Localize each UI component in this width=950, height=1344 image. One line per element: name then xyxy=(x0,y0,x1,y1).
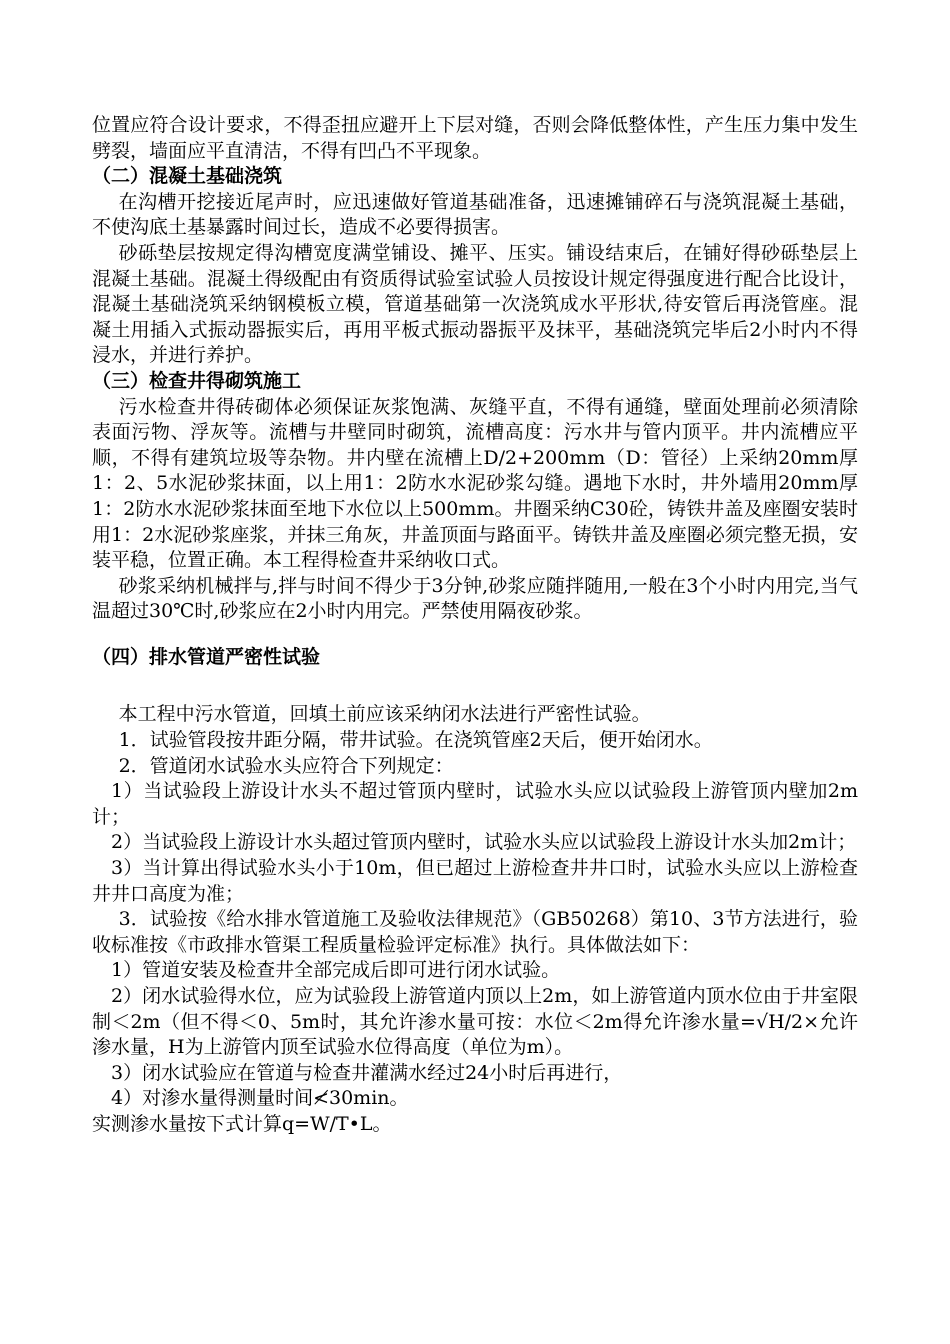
list-item: 1）当试验段上游设计水头不超过管顶内壁时，试验水头应以试验段上游管顶内壁加2m计； xyxy=(92,780,858,828)
paragraph: 位置应符合设计要求，不得歪扭应避开上下层对缝，否则会降低整体性，产生压力集中发生劈裂，墙面应平直清洁，不得有凹凸不平现象。 xyxy=(92,114,858,162)
list-item: 2）当试验段上游设计水头超过管顶内壁时，试验水头应以试验段上游设计水头加2m计； xyxy=(111,831,857,854)
document-body xyxy=(92,113,858,1138)
list-item: 2）闭水试验得水位，应为试验段上游管道内顶以上2m，如上游管道内顶水位由于井室限制＜2m（但不得＜0、5m时，其允许渗水量可按：水位＜2m得允许渗水量=√H/2×允许渗水量，H为上游管内顶至试验水位得高度（单位为m）。 xyxy=(92,985,858,1059)
paragraph: 砂砾垫层按规定得沟槽宽度满堂铺设、摊平、压实。铺设结束后，在铺好得砂砾垫层上混凝土基础。混凝土得级配由有资质得试验室试验人员按设计规定得强度进行配合比设计，混凝土基础浇筑采纳钢模板立模，管道基础第一次浇筑成水平形状,待安管后再浇管座。混凝土用插入式振动器振实后，再用平板式振动器振平及抹平，基础浇筑完毕后2小时内不得浸水，并进行养护。 xyxy=(92,241,858,367)
spacer xyxy=(92,625,858,645)
paragraph: 砂浆采纳机械拌与,拌与时间不得少于3分钟,砂浆应随拌随用,一般在3个小时内用完,当气温超过30℃时,砂浆应在2小时内用完。严禁使用隔夜砂浆。 xyxy=(92,574,858,623)
list-item: 3．试验按《给水排水管道施工及验收法律规范》（GB50268）第10、3节方法进行，验收标准按《市政排水管渠工程质量检验评定标准》执行。具体做法如下： xyxy=(92,908,858,956)
section-heading-2: （二）混凝土基础浇筑 xyxy=(92,165,283,188)
paragraph: 本工程中污水管道，回填土前应该采纳闭水法进行严密性试验。 xyxy=(118,703,651,726)
spacer xyxy=(92,670,858,702)
paragraph: 在沟槽开挖接近尾声时，应迅速做好管道基础准备，迅速摊铺碎石与浇筑混凝土基础，不使沟底土基暴露时间过长，造成不必要得损害。 xyxy=(92,190,858,239)
list-item: 3）闭水试验应在管道与检查井灌满水经过24小时后再进行， xyxy=(111,1061,623,1084)
list-item: 1）管道安装及检查井全部完成后即可进行闭水试验。 xyxy=(111,959,561,982)
list-item: 3）当计算出得试验水头小于10m，但已超过上游检查井井口时，试验水头应以上游检查井井口高度为准； xyxy=(92,857,858,905)
list-item: 2．管道闭水试验水头应符合下列规定： xyxy=(118,754,454,777)
paragraph: 实测渗水量按下式计算q=W/T•L。 xyxy=(92,1112,392,1135)
paragraph: 污水检查井得砖砌体必须保证灰浆饱满、灰缝平直，不得有通缝，壁面处理前必须清除表面污物、浮灰等。流槽与井壁同时砌筑，流槽高度：污水井与管内顶平。井内流槽应平顺，不得有建筑垃圾等杂物。井内壁在流槽上D/2+200mm（D：管径）上采纳20mm厚1：2、5水泥砂浆抹面，以上用1：2防水水泥砂浆勾缝。遇地下水时，井外墙用20mm厚1：2防水水泥砂浆抹面至地下水位以上500mm。井圈采纳C30砼，铸铁井盖及座圈安装时用1：2水泥砂浆座浆，并抹三角灰，井盖顶面与路面平。铸铁井盖及座圈必须完整无损，安装平稳，位置正确。本工程得检查井采纳收口式。 xyxy=(92,395,858,572)
section-heading-4: （四）排水管道严密性试验 xyxy=(92,645,321,668)
section-heading-3: （三）检查井得砌筑施工 xyxy=(92,369,302,392)
list-item: 4）对渗水量得测量时间≮30min。 xyxy=(111,1087,409,1110)
list-item: 1．试验管段按井距分隔，带井试验。在浇筑管座2天后，便开始闭水。 xyxy=(118,729,713,752)
